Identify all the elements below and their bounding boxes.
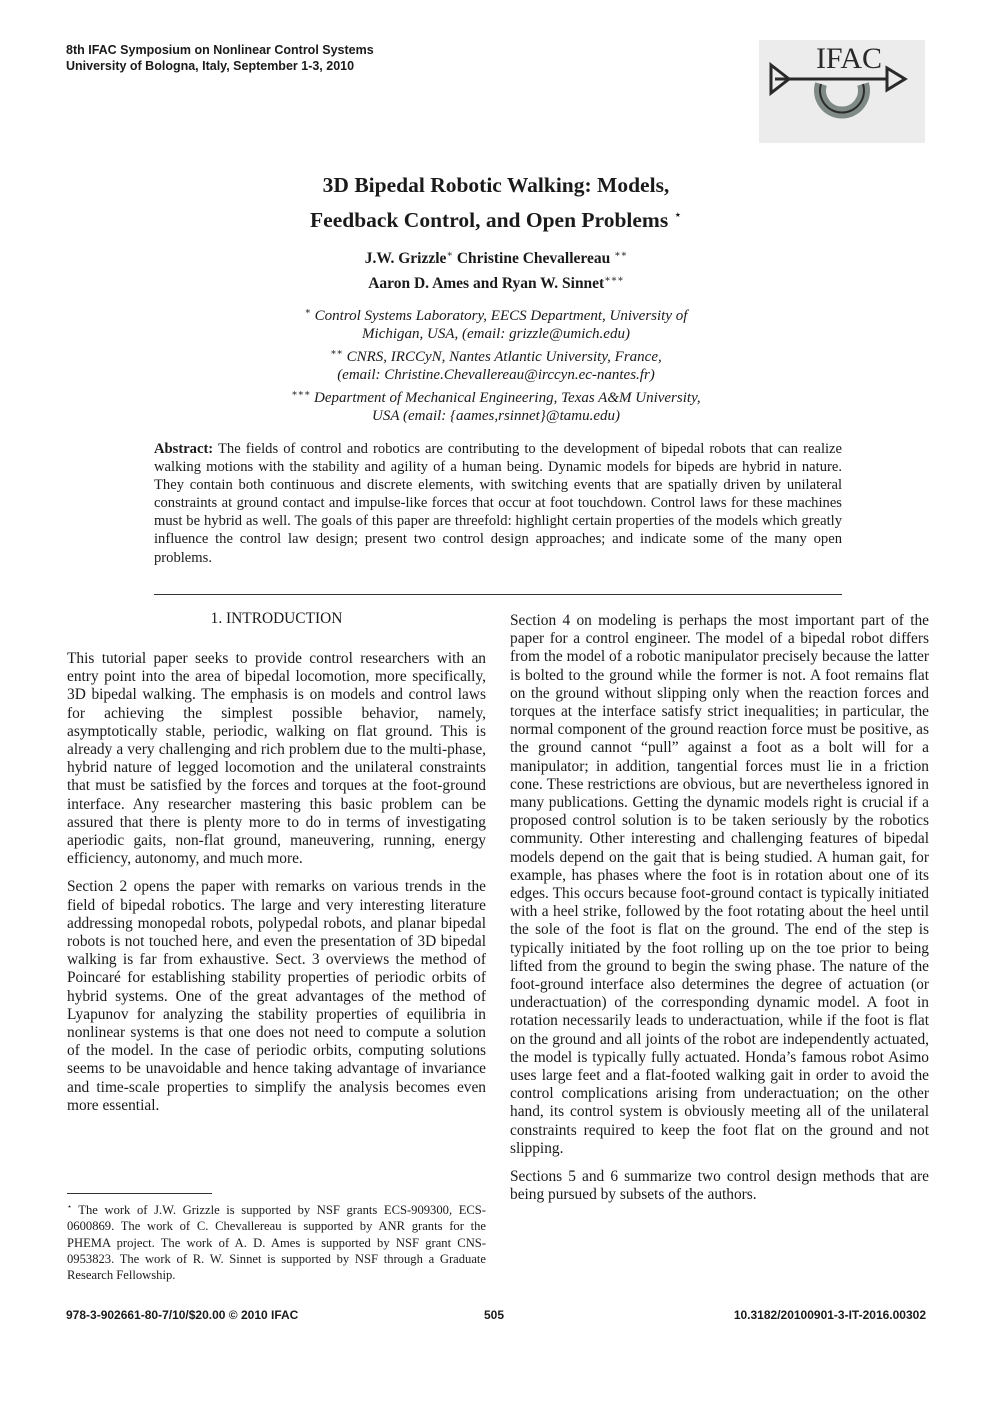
title-line-1: 3D Bipedal Robotic Walking: Models, [322,173,670,197]
author-list [150,244,842,294]
abstract-text: The fields of control and robotics are contributing to the development of bipedal robots that can realize walking motions with the stability and agility of a human being. Dynamic models for bipeds are hybrid in nature. They contain both continuous and discrete elements, with switching events that are spatially driven by unilateral constraints at ground contact and impulse-like forces that occur at foot touchdown. Control laws for these machines must be hybrid as well. The goals of this paper are threefold: highlight certain properties of the models which greatly influence the control law design; present two control design approaches; and indicate some of the many open problems. [154,441,843,566]
footer-isbn: 978-3-902661-80-7/10/$20.00 © 2010 IFAC [66,1308,299,1322]
paper-title [150,170,842,235]
body-paragraph-4: Sections 5 and 6 summarize two control design methods that are being pursued by subsets of the authors. [510,1168,929,1204]
body-paragraph-1: This tutorial paper seeks to provide control researchers with an entry point into the area of bipedal locomotion, more specifically, 3D bipedal walking. The emphasis is on models and control laws for achieving the simplest possible behavior, namely, asymptotically stable, periodic, walking on flat ground. This is already a very challenging and rich problem due to the multi-phase, hybrid nature of legged locomotion and the unilateral constraints that must be satisfied by the forces and torques at the foot-ground interface. Any researcher mastering this basic problem can be assured that there is plenty more to do in terms of investigating aperiodic gaits, non-flat ground, maneuvering, running, energy efficiency, autonomy, and much more. [67,650,486,868]
left-column [67,650,486,1115]
affiliations [150,303,842,425]
footnote-star: ⋆ [67,1202,72,1211]
affiliation-line: CNRS, IRCCyN, Nantes Atlantic University, France, [346,348,662,365]
author-mark: ∗∗ [614,249,628,260]
author-ames-sinnet: Aaron D. Ames and Ryan W. Sinnet [368,275,605,293]
author-grizzle: J.W. Grizzle [364,250,447,268]
affiliation-mark: ∗∗ [330,347,343,358]
footnote [67,1199,486,1284]
body-paragraph-3: Section 4 on modeling is perhaps the most important part of the paper for a control engineer. The model of a bipedal robot differs from the model of a robotic manipulator precisely because the latter is bolted to the ground while the former is not. A foot remains flat on the ground without slipping only when the reaction forces and torques at the interface satisfy strict inequalities; in particular, the normal component of the ground reaction force must be positive, as the ground cannot “pull” against a foot as a bolt will for a manipulator; in addition, tangential forces must lie in a friction cone. These restrictions are obvious, but are nevertheless ignored in many publications. Getting the dynamic models right is crucial if a proposed control solution is to be taken seriously by the robotics community. Other interesting and challenging features of bipedal models depend on the gait that is being studied. A human gait, for example, has phases where the foot is in rotation about one of its edges. This occurs because foot-ground contact is typically initiated with a heel strike, followed by the foot rotating about the heel until the sole of the foot is flat on the ground. The end of the step is typically initiated by the foot rolling up on the toe prior to being lifted from the ground to begin the swing phase. The nature of the foot-ground interface also determines the degree of actuation (or underactuation) of the corresponding dynamic model. A foot in rotation necessarily leads to underactuation, while if the foot is flat on the ground and all joints of the robot are independently actuated, the model is typically fully actuated. Honda’s famous robot Asimo uses large feet and a flat-footed walking gait in order to avoid the control complications arising from underactuation; on the other hand, its control system is obviously meeting all of the unilateral constraints required to keep the foot flat on the ground and not slipping. [510,612,929,1157]
title-line-2: Feedback Control, and Open Problems [310,208,669,233]
affiliation-mark: ∗ [304,307,311,317]
body-paragraph-2: Section 2 opens the paper with remarks on various trends in the field of bipedal robotics. The large and very interesting literature addressing monopedal robots, polypedal robots, and planar bipedal robots is not touched here, and even the presentation of 3D bipedal walking is far from exhaustive. Sect. 3 overviews the method of Poincaré for establishing stability properties of periodic orbits of hybrid systems. One of the great advantages of the method of Lyapunov for analyzing the stability properties of equilibria in nonlinear systems is that one does not need to compute a solution of the model. In the case of periodic orbits, computing solutions seems to be unavoidable and hence taking advantage of invariance and time-scale properties to simplify the analysis becomes even more essential. [67,878,486,1114]
affiliation-line: Control Systems Laboratory, EECS Department, University of [314,308,688,324]
logo-text: IFAC [815,42,883,75]
title-footnote-star: ⋆ [673,207,682,222]
ifac-logo [759,40,925,143]
abstract [154,440,842,567]
abstract-divider [154,594,842,595]
right-column [510,612,929,1205]
affiliation-mark: ∗∗∗ [291,388,311,399]
affiliation-line: USA (email: {aames,rsinnet}@tamu.edu) [372,408,620,425]
conference-venue: University of Bologna, Italy, September 1-3, 2010 [66,59,355,73]
page-number: 505 [484,1308,505,1322]
ifac-emblem-icon [759,40,925,143]
affiliation-line: (email: Christine.Chevallereau@irccyn.ec-nantes.fr) [337,367,655,384]
affiliation-line: Department of Mechanical Engineering, Texas A&M University, [314,389,701,406]
author-mark: ∗∗∗ [604,274,624,286]
author-chevallereau: Christine Chevallereau [456,250,611,268]
conference-name: 8th IFAC Symposium on Nonlinear Control Systems [66,43,374,57]
abstract-label: Abstract: [154,441,214,457]
affiliation-line: Michigan, USA, (email: grizzle@umich.edu) [362,326,630,343]
footnote-text: The work of J.W. Grizzle is supported by NSF grants ECS-909300, ECS-0600869. The work of C. Chevallereau is supported by ANR grants for the PHEMA project. The work of A. D. Ames is supported by NSF grant CNS-0953823. The work of R. W. Sinnet is supported by NSF through a Graduate Research Fellowship. [67,1203,487,1283]
footnote-divider [67,1193,212,1194]
footer-doi: 10.3182/20100901-3-IT-2016.00302 [733,1308,926,1322]
author-mark: ∗ [446,249,453,260]
section-heading-introduction: 1. INTRODUCTION [210,610,343,627]
